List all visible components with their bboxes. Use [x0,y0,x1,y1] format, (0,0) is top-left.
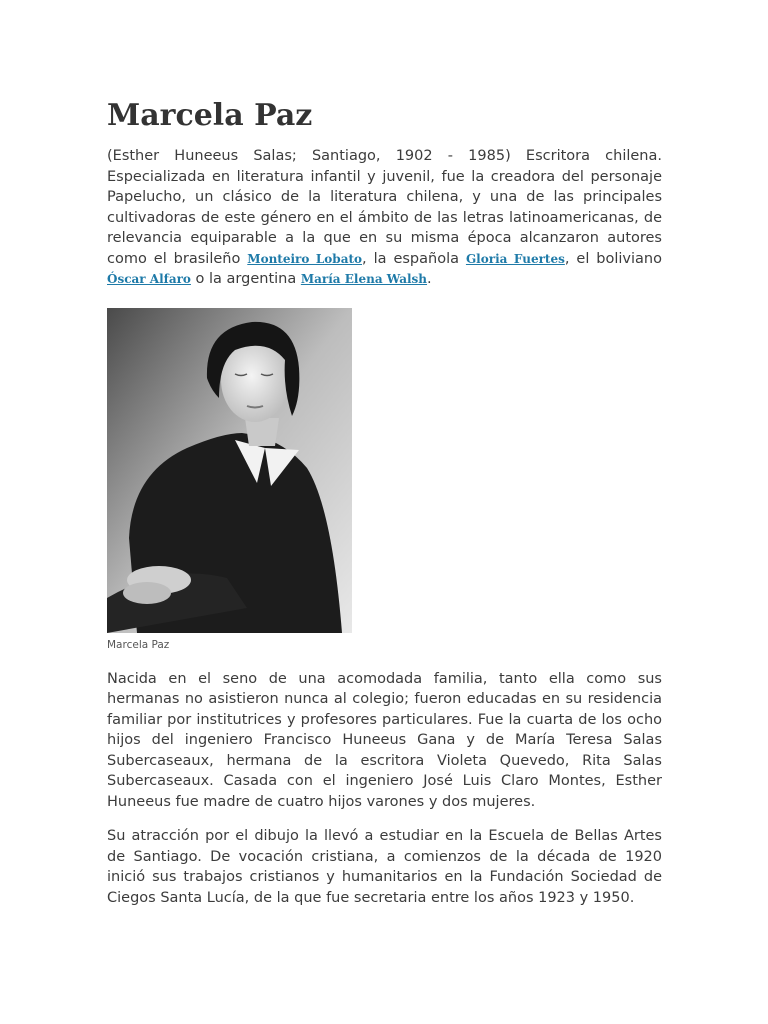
link-maria-elena-walsh[interactable]: María Elena Walsh [300,272,428,286]
link-gloria-fuertes[interactable]: Gloria Fuertes [465,251,565,266]
paragraph-3: Su atracción por el dibujo la llevó a estudiar en la Escuela de Bellas Artes de Santiago. De vocación cristiana, a comienzos de la década de 1920 inició sus trabajos cristianos y humanitarios en la Fundación Sociedad de Ciegos Santa Lucía, de la que fue secretaria entre los años 1923 y 1950. [107,828,662,906]
intro-text-2: , la española [362,250,466,267]
intro-text-5: . [427,271,432,287]
intro-text-4: o la argentina [190,271,301,287]
intro-text-1: (Esther Huneeus Salas; Santiago, 1902 - 1985) Escritora chilena. Especializada en literatura infantil y juvenil, fue la creadora del personaje Papelucho, un clásico de la literatura chilena, y una de las principales cultivadoras de este género en el ámbito de las letras latinoamericanas, de relevancia equiparable a la que en su misma época alcanzaron autores como el brasileño [107,148,662,267]
image-caption: Marcela Paz [107,638,170,651]
intro-paragraph [107,146,662,290]
link-oscar-alfaro[interactable]: Óscar Alfaro [107,272,191,286]
page-title: Marcela Paz [107,98,313,133]
portrait-photo [107,308,352,633]
link-monteiro-lobato[interactable]: Monteiro Lobato [247,251,363,266]
paragraph-2: Nacida en el seno de una acomodada familia, tanto ella como sus hermanas no asistieron nunca al colegio; fueron educadas en su residencia familiar por institutrices y profesores particulares. Fue la cuarta de los ocho hijos del ingeniero Francisco Huneeus Gana y de María Teresa Salas Subercaseaux, hermana de la escritora Violeta Quevedo, Rita Salas Subercaseaux. Casada con el ingeniero José Luis Claro Montes, Esther Huneeus fue madre de cuatro hijos varones y dos mujeres. [107,670,662,810]
article [107,96,662,908]
intro-text-3: , el boliviano [564,250,662,267]
